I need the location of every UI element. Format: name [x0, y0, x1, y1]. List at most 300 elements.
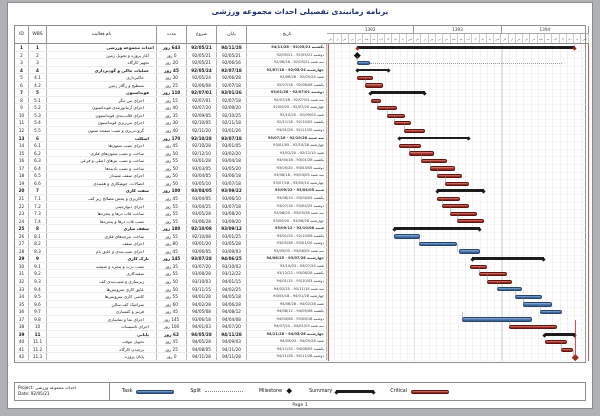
gantt-bar-critical [409, 151, 434, 155]
cell-task-name: اجرای بتن مگر [47, 97, 157, 104]
cell-task-name: اجرای سقف شیبدار [47, 172, 157, 179]
timescale-month-label: فر [414, 34, 421, 43]
cell-duration: 100 روز [157, 187, 187, 194]
summary-cap-left [355, 46, 359, 50]
cell-finish: 93/05/20 [217, 165, 247, 172]
table-row [15, 203, 327, 211]
cell-calendar: چهارشنبه 93/07/28 - 94/06/25 [247, 255, 327, 262]
cell-id: 24 [15, 218, 29, 225]
cell-start: 94/05/28 [187, 331, 217, 338]
page-title: برنامه زمانبندی تفصیلی احداث مجموعه ورزشی [211, 7, 389, 16]
table-row [15, 104, 327, 112]
cell-finish: 93/06/18 [217, 172, 247, 179]
cell-wbs: 3 [29, 59, 47, 66]
timescale-month-label: فر [501, 34, 508, 43]
cell-start: 92/05/24 [187, 67, 217, 74]
cell-start: 93/07/28 [187, 255, 217, 262]
timescale-month-label: مه [545, 34, 552, 43]
cell-id: 39 [15, 331, 29, 338]
cell-wbs: 5.5 [29, 127, 47, 134]
cell-finish: 93/09/22 [217, 187, 247, 194]
gantt-bar-task [394, 234, 420, 238]
cell-id: 21 [15, 195, 29, 202]
cell-duration: 50 روز [157, 278, 187, 285]
gantt-bar-summary [437, 189, 484, 192]
cell-task-name: کاشی کاری سرویس‌ها [47, 293, 157, 300]
cell-wbs: 6.3 [29, 157, 47, 164]
split-line-icon [205, 391, 243, 392]
table-row [15, 142, 327, 150]
table-row [15, 180, 327, 188]
cell-start: 92/10/05 [187, 119, 217, 126]
cell-start: 93/11/15 [187, 286, 217, 293]
link-line [365, 78, 366, 86]
table-row [15, 74, 327, 82]
table-row [15, 172, 327, 180]
cell-start: 93/04/05 [187, 195, 217, 202]
link-line [479, 267, 480, 275]
cell-id: 23 [15, 210, 29, 217]
cell-duration: 25 روز [157, 346, 187, 353]
cell-task-name: اجرای نما و نماسازی [47, 316, 157, 323]
cell-calendar: سه شنبه 94/01/03 - 94/07/20 [247, 323, 327, 330]
cell-wbs: 10 [29, 323, 47, 330]
cell-duration: 0 روز [157, 52, 187, 59]
link-line [450, 207, 451, 215]
cell-wbs: 6.1 [29, 142, 47, 149]
cell-calendar: چهارشنبه 94/01/28 - 94/05/18 [247, 293, 327, 300]
cell-finish: 93/09/12 [217, 225, 247, 232]
cell-start: 93/03/05 [187, 165, 217, 172]
table-row [15, 353, 327, 361]
cell-duration: 45 روز [157, 248, 187, 255]
cell-start: 93/08/28 [187, 270, 217, 277]
gantt-bar-summary [472, 257, 544, 260]
timescale-month-label: مر [356, 34, 363, 43]
legend-item-milestone [259, 389, 293, 395]
cell-wbs: 11.2 [29, 346, 47, 353]
summary-cap-right [423, 91, 427, 95]
cell-duration: 30 روز [157, 119, 187, 126]
timescale-month-label: ار [509, 34, 516, 43]
cell-calendar: سه شنبه 92/10/28 - 93/07/18 [247, 135, 327, 142]
cell-finish: 93/05/28 [217, 240, 247, 247]
cell-wbs: 4 [29, 67, 47, 74]
cell-wbs: 9.2 [29, 270, 47, 277]
timescale-year-label: 1392 [327, 26, 414, 33]
gantt-bar-critical [365, 83, 383, 87]
task-bar-icon [136, 390, 174, 394]
gantt-plot [327, 44, 589, 361]
cell-duration: 50 روز [157, 180, 187, 187]
critical-swatch-icon [411, 389, 449, 395]
timescale-years [327, 26, 589, 34]
timescale-month-label: مه [371, 34, 378, 43]
cell-wbs: 4.1 [29, 74, 47, 81]
cell-duration: 45 روز [157, 308, 187, 315]
cell-wbs: 8.2 [29, 240, 47, 247]
cell-finish: 94/11/20 [217, 346, 247, 353]
timescale-month-label: اس [407, 34, 414, 43]
cell-wbs: 7.3 [29, 210, 47, 217]
task-swatch-icon [136, 389, 174, 395]
project-date-label: Date: 92/05/21 [18, 390, 50, 396]
cell-id: 35 [15, 301, 29, 308]
timescale-month-label: شه [538, 34, 545, 43]
cell-id: 8 [15, 97, 29, 104]
link-line [419, 237, 420, 245]
gantt-bar-critical [457, 219, 484, 223]
table-row [15, 127, 327, 135]
summary-cap-left [355, 69, 359, 73]
cell-duration: 55 روز [157, 270, 187, 277]
cell-duration: 15 روز [157, 97, 187, 104]
cell-calendar: یکشنبه 92/10/05 - 92/11/18 [247, 119, 327, 126]
table-row [15, 278, 327, 286]
cell-finish: 93/01/26 [217, 127, 247, 134]
cell-task-name: پایان پروژه [47, 353, 157, 360]
timescale-months [327, 34, 589, 44]
timescale-month-label: تی [523, 34, 530, 43]
cell-finish: 92/06/28 [217, 74, 247, 81]
cell-finish: 94/11/28 [217, 44, 247, 51]
cell-task-name: ساخت و نصب بادبندها [47, 165, 157, 172]
cell-id: 29 [15, 255, 29, 262]
cell-task-name: ساخت قاب درها و پنجره‌ها [47, 210, 157, 217]
cell-id: 25 [15, 225, 29, 232]
cell-duration: 145 روز [157, 255, 187, 262]
link-line [457, 214, 458, 222]
cell-start: 92/05/24 [187, 74, 217, 81]
cell-task-name: نصب درب و پنجره و شیشه [47, 263, 157, 270]
table-row [15, 323, 327, 331]
cell-calendar: دوشنبه 93/03/05 - 93/05/20 [247, 165, 327, 172]
legend-label: Summary [309, 389, 333, 394]
cell-start: 93/06/05 [187, 248, 217, 255]
gantt-bar-critical [399, 144, 421, 148]
gantt-bar-task [462, 317, 533, 321]
cell-finish: 94/08/12 [217, 308, 247, 315]
cell-id: 19 [15, 180, 29, 187]
cell-calendar: چهارشنبه 92/07/20 - 92/09/20 [247, 104, 327, 111]
gantt-bar-task [357, 61, 370, 65]
gantt-frame [14, 25, 586, 363]
cell-finish: 92/09/20 [217, 104, 247, 111]
cell-start: 93/04/05 [187, 172, 217, 179]
cell-id: 2 [15, 52, 29, 59]
link-line [377, 101, 378, 109]
legend-item-summary [309, 389, 374, 395]
summary-cap-left [369, 91, 373, 95]
gantt-bar-critical [442, 204, 469, 208]
gantt-chart-area [327, 26, 587, 362]
gantt-bar-task [523, 302, 552, 306]
cell-duration: 145 روز [157, 316, 187, 323]
cell-calendar: سه شنبه 92/07/01 - 92/07/18 [247, 97, 327, 104]
cell-calendar: دوشنبه 92/11/20 - 93/01/26 [247, 127, 327, 134]
cell-wbs: 9.3 [29, 278, 47, 285]
cell-start: 94/05/28 [187, 338, 217, 345]
link-line [357, 56, 358, 64]
timescale-month-label: آب [552, 34, 559, 43]
cell-finish: 94/06/25 [217, 255, 247, 262]
cell-wbs: 6.4 [29, 165, 47, 172]
gantt-bar-summary [545, 333, 576, 336]
legend-label: Critical [390, 389, 408, 394]
cell-calendar: شنبه 92/05/24 - 92/06/28 [247, 74, 327, 81]
cell-start: 94/01/03 [187, 323, 217, 330]
cell-task-name: اجرای دیوارچینی [47, 203, 157, 210]
table-row [15, 89, 327, 97]
gantt-bar-critical [479, 272, 507, 276]
timescale-month-label: آذ [472, 34, 479, 43]
cell-calendar: چهارشنبه 92/05/24 - 92/07/18 [247, 67, 327, 74]
cell-wbs: 4.2 [29, 82, 47, 89]
cell-start: 92/10/08 [187, 233, 217, 240]
cell-wbs: 11.1 [29, 338, 47, 345]
cell-finish: 94/02/25 [217, 286, 247, 293]
link-line [487, 274, 488, 282]
timescale-month-label: دی [392, 34, 399, 43]
cell-duration: 45 روز [157, 142, 187, 149]
cell-wbs: 9 [29, 255, 47, 262]
cell-start: 93/04/05 [187, 187, 217, 194]
cell-calendar: شنبه 92/09/05 - 92/10/25 [247, 112, 327, 119]
cell-id: 18 [15, 172, 29, 179]
cell-task-name: سرامیک کف سالن [47, 301, 157, 308]
table-row [15, 44, 327, 52]
table-row [15, 59, 327, 67]
cell-calendar: یکشنبه 93/04/05 - 93/06/10 [247, 195, 327, 202]
cell-task-name: تحویل موقت [47, 338, 157, 345]
cell-calendar: یکشنبه 93/01/28 - 93/04/18 [247, 157, 327, 164]
cell-task-name: احداث مجموعه ورزشی [47, 44, 157, 51]
cell-id: 42 [15, 353, 29, 360]
timescale-month-label: مر [443, 34, 450, 43]
link-line [515, 290, 516, 298]
cell-finish: 94/07/20 [217, 323, 247, 330]
summary-cap-right [466, 137, 470, 141]
table-row [15, 233, 327, 241]
timescale-month-label: شه [451, 34, 458, 43]
header-calendar: تاریخ [282, 32, 292, 37]
cell-task-name: پایانی [47, 331, 157, 338]
cell-duration: 55 روز [157, 218, 187, 225]
cell-finish: 94/05/18 [217, 293, 247, 300]
cell-finish: 93/12/22 [217, 270, 247, 277]
cell-finish: 92/07/18 [217, 67, 247, 74]
timescale-month-label: شه [363, 34, 370, 43]
cell-duration: 180 روز [157, 225, 187, 232]
project-name-label: Project: احداث مجموعه ورزشی [18, 385, 77, 390]
table-row [15, 187, 327, 195]
cell-start: 92/07/01 [187, 89, 217, 96]
cell-calendar: شنبه 93/04/05 - 93/09/22 [247, 187, 327, 194]
table-row [15, 240, 327, 248]
cell-id: 32 [15, 278, 29, 285]
cell-calendar: یکشنبه 93/08/28 - 93/12/22 [247, 270, 327, 277]
project-info-box [15, 383, 110, 400]
page-number: Page 1 [292, 403, 308, 408]
cell-duration: 45 روز [157, 338, 187, 345]
cell-calendar: شنبه 92/12/10 - 93/02/20 [247, 150, 327, 157]
cell-start: 92/06/08 [187, 82, 217, 89]
legend-label: Split [190, 389, 201, 394]
cell-finish: 94/11/28 [217, 331, 247, 338]
table-row [15, 82, 327, 90]
cell-finish: 92/11/18 [217, 119, 247, 126]
gantt-bar-critical [387, 114, 405, 118]
gantt-bar-critical [487, 280, 512, 284]
cell-start: 94/02/28 [187, 301, 217, 308]
cell-duration: 0 روز [157, 353, 187, 360]
cell-duration: 110 روز [157, 89, 187, 96]
cell-duration: 50 روز [157, 172, 187, 179]
timescale-month-label: دی [480, 34, 487, 43]
summary-cap-left [470, 258, 474, 262]
gantt-bar-task [459, 249, 480, 253]
cell-finish: 93/07/18 [217, 180, 247, 187]
cell-duration: 45 روز [157, 67, 187, 74]
cell-duration: 40 روز [157, 104, 187, 111]
cell-id: 20 [15, 187, 29, 194]
gantt-bar-summary [357, 69, 389, 72]
cell-id: 36 [15, 308, 29, 315]
table-row [15, 248, 327, 256]
cell-finish: 93/08/20 [217, 210, 247, 217]
cell-finish: 92/07/18 [217, 82, 247, 89]
table-row [15, 331, 327, 339]
cell-wbs: 9.7 [29, 308, 47, 315]
cell-id: 30 [15, 263, 29, 270]
table-row [15, 293, 327, 301]
timescale-month-label: آذ [560, 34, 567, 43]
summary-cap-left [397, 137, 401, 141]
cell-start: 92/05/21 [187, 44, 217, 51]
gantt-bar-critical [371, 99, 381, 103]
gantt-bar-critical [450, 212, 477, 216]
legend-label: Milestone [259, 389, 283, 394]
gantt-bar-task [540, 310, 563, 314]
cell-task-name: ساخت و نصب تیرهای اصلی و فرعی [47, 157, 157, 164]
cell-id: 3 [15, 59, 29, 66]
cell-duration: 55 روز [157, 293, 187, 300]
cell-duration: 55 روز [157, 210, 187, 217]
gantt-bar-critical [445, 182, 469, 186]
table-row [15, 270, 327, 278]
cell-task-name: قرنیز و کفسازی [47, 308, 157, 315]
cell-start: 92/05/21 [187, 52, 217, 59]
header-start: شروع [187, 26, 217, 43]
cell-task-name: اسکلت [47, 135, 157, 142]
cell-calendar: دوشنبه 93/06/18 - 94/04/08 [247, 316, 327, 323]
cell-start: 93/04/25 [187, 203, 217, 210]
cell-id: 16 [15, 157, 29, 164]
cell-calendar: سه شنبه 92/05/21 - 92/06/16 [247, 59, 327, 66]
cell-task-name: اجرای بتن‌ریزی فونداسیون [47, 119, 157, 126]
link-line [523, 297, 524, 305]
gantt-bar-critical [509, 325, 557, 329]
cell-calendar: دوشنبه 94/11/28 - 94/11/28 [247, 353, 327, 360]
cell-calendar: دوشنبه 93/04/25 - 93/07/18 [247, 203, 327, 210]
cell-wbs: 9.1 [29, 263, 47, 270]
table-row [15, 301, 327, 309]
table-row [15, 119, 327, 127]
cell-wbs: 11.3 [29, 353, 47, 360]
cell-calendar: یکشنبه 94/08/05 - 94/11/20 [247, 346, 327, 353]
link-line [394, 116, 395, 124]
cell-start: 94/01/28 [187, 293, 217, 300]
link-line [437, 169, 438, 177]
cell-wbs: 9.6 [29, 301, 47, 308]
link-line [509, 320, 510, 328]
gantt-report-page [7, 2, 593, 409]
cell-finish: 94/11/28 [217, 353, 247, 360]
cell-duration: 62 روز [157, 331, 187, 338]
cell-wbs: 6.2 [29, 150, 47, 157]
split-line [370, 63, 562, 64]
cell-start: 92/12/10 [187, 150, 217, 157]
cell-id: 26 [15, 233, 29, 240]
table-row [15, 97, 327, 105]
cell-start: 94/11/28 [187, 353, 217, 360]
gantt-bar-task [515, 295, 542, 299]
cell-start: 92/10/08 [187, 225, 217, 232]
cell-finish: 93/07/18 [217, 135, 247, 142]
timescale-month-label: آذ [385, 34, 392, 43]
cell-finish: 93/09/20 [217, 218, 247, 225]
summary-cap-left [392, 227, 396, 231]
link-line [462, 312, 463, 320]
cell-duration: 80 روز [157, 240, 187, 247]
cell-task-name: برچیدن کارگاه [47, 346, 157, 353]
cell-id: 34 [15, 293, 29, 300]
cell-start: 92/10/28 [187, 142, 217, 149]
cell-id: 4 [15, 67, 29, 74]
cell-id: 6 [15, 82, 29, 89]
cell-id: 7 [15, 89, 29, 96]
cell-id: 40 [15, 338, 29, 345]
cell-finish: 92/10/25 [217, 112, 247, 119]
cell-task-name: اتصالات، جوشکاری و همبندی [47, 180, 157, 187]
cell-duration: 45 روز [157, 195, 187, 202]
legend-bar [14, 382, 586, 401]
summary-cap-right [477, 227, 481, 231]
cell-calendar: شنبه 94/02/28 - 94/06/28 [247, 301, 327, 308]
cell-duration: 55 روز [157, 233, 187, 240]
cell-calendar: یکشنبه 92/05/21 - 94/11/28 [247, 44, 327, 51]
timescale-month-label: تی [349, 34, 356, 43]
cell-wbs: 5 [29, 89, 47, 96]
cell-wbs: 5.1 [29, 97, 47, 104]
cell-id: 10 [15, 112, 29, 119]
cell-start: 93/01/28 [187, 157, 217, 164]
cell-task-name: سفت کاری [47, 187, 157, 194]
header-finish: پایان [217, 26, 247, 43]
table-row [15, 286, 327, 294]
cell-task-name: اجرای تاسیسات [47, 323, 157, 330]
table-row [15, 263, 327, 271]
timescale-year-label: 1393 [414, 26, 501, 33]
timescale-month-label: خر [516, 34, 523, 43]
cell-wbs: 6.6 [29, 180, 47, 187]
cell-id: 17 [15, 165, 29, 172]
gantt-bar-critical [404, 129, 425, 133]
cell-calendar: چهارشنبه 94/05/28 - 94/11/28 [247, 331, 327, 338]
gantt-bar-task [497, 287, 522, 291]
cell-task-name: نصب قاب درها و پنجره‌ها [47, 218, 157, 225]
gantt-bar-summary [357, 46, 575, 49]
